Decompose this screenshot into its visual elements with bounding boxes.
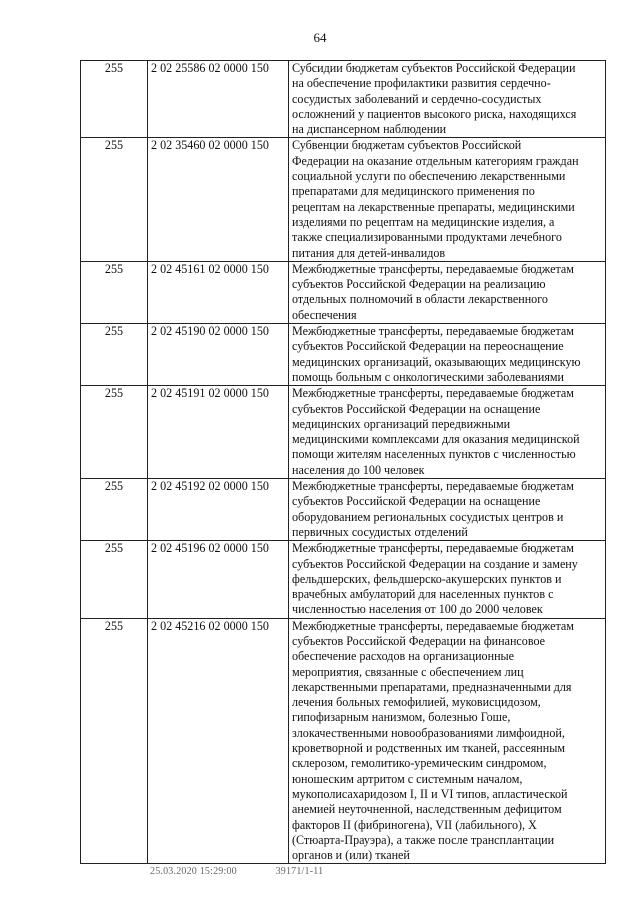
revenue-name-cell [289, 541, 606, 618]
revenue-code-cell: 2 02 45191 02 0000 150 [148, 386, 289, 479]
footer-document-id: 39171/1-11 [275, 866, 324, 877]
admin-code-cell: 255 [81, 479, 148, 541]
name-line: изделиями по рецептам на медицинские изделия, а [292, 214, 555, 229]
page-number: 64 [313, 30, 327, 45]
footer-timestamp: 25.03.2020 15:29:00 [150, 866, 237, 877]
name-line: Субвенции бюджетам субъектов Российской [292, 138, 522, 153]
name-line: мукополисахаридозом I, II и VI типов, апластической [292, 786, 568, 801]
name-line: Межбюджетные трансферты, передаваемые бюджетам [292, 324, 574, 339]
name-line: факторов II (фибриногена), VII (лабильного), X [292, 817, 537, 832]
name-line: помощи жителям населенных пунктов с численностью [292, 447, 576, 462]
name-line: препаратами для медицинского применения по [292, 184, 535, 199]
name-line: на диспансерном наблюдении [292, 122, 447, 137]
table-row [81, 618, 606, 864]
name-line: (Стюарта-Прауэра), а также после трансплантации [292, 832, 555, 847]
name-line: лекарственными препаратами, предназначенными для [292, 679, 572, 694]
revenue-name-cell [289, 61, 606, 138]
name-line: питания для детей-инвалидов [292, 245, 446, 260]
name-line: злокачественными новообразованиями лимфоидной, [292, 725, 565, 740]
revenue-code-cell: 2 02 35460 02 0000 150 [148, 138, 289, 261]
name-line: оборудованием региональных сосудистых центров и [292, 509, 564, 524]
name-line: врачебных амбулаторий для населенных пунктов с [292, 587, 554, 602]
name-line: субъектов Российской Федерации на переоснащение [292, 339, 564, 354]
table-row [81, 386, 606, 479]
name-line: Межбюджетные трансферты, передаваемые бюджетам [292, 618, 574, 633]
name-line: органов и (или) тканей [292, 848, 410, 863]
name-line: медицинских организаций, оказывающих медицинскую [292, 354, 581, 369]
name-line: осложнений у пациентов высокого риска, находящихся [292, 106, 577, 121]
document-footer [150, 866, 359, 877]
admin-code-cell: 255 [81, 541, 148, 618]
revenue-code-cell: 2 02 45196 02 0000 150 [148, 541, 289, 618]
revenue-code-cell: 2 02 25586 02 0000 150 [148, 61, 289, 138]
table-row [81, 324, 606, 386]
name-line: мероприятия, связанные с обеспечением лиц [292, 664, 524, 679]
name-line: населения до 100 человек [292, 462, 425, 477]
name-line: анемией неуточненной, наследственным дефицитом [292, 802, 562, 817]
name-line: кроветворной и родственных им тканей, рассеянным [292, 741, 565, 756]
admin-code-cell: 255 [81, 386, 148, 479]
name-line: численностью населения от 100 до 2000 человек [292, 602, 543, 617]
revenue-name-cell [289, 618, 606, 864]
name-line: фельдшерских, фельдшерско-акушерских пунктов и [292, 571, 562, 586]
name-line: склерозом, гемолитико-уремическим синдромом, [292, 756, 547, 771]
table-row [81, 261, 606, 323]
revenue-name-cell [289, 261, 606, 323]
table-row [81, 541, 606, 618]
table-row [81, 61, 606, 138]
revenue-code-cell: 2 02 45192 02 0000 150 [148, 479, 289, 541]
revenue-code-cell: 2 02 45161 02 0000 150 [148, 261, 289, 323]
name-line: на обеспечение профилактики развития сердечно- [292, 76, 551, 91]
name-line: гипофизарным нанизмом, болезнью Гоше, [292, 710, 511, 725]
name-line: помощь больным с онкологическими заболеваниями [292, 369, 565, 384]
admin-code-cell: 255 [81, 618, 148, 864]
name-line: медицинских организаций передвижными [292, 416, 511, 431]
name-line: субъектов Российской Федерации на оснащение [292, 401, 541, 416]
admin-code-cell: 255 [81, 138, 148, 261]
name-line: субъектов Российской Федерации на создание и замену [292, 556, 578, 571]
revenue-codes-table [80, 60, 606, 864]
admin-code-cell: 255 [81, 61, 148, 138]
admin-code-cell: 255 [81, 261, 148, 323]
revenue-code-cell: 2 02 45190 02 0000 150 [148, 324, 289, 386]
name-line: обеспечение расходов на организационные [292, 649, 515, 664]
name-line: Субсидии бюджетам субъектов Российской Федерации [292, 61, 576, 75]
name-line: первичных сосудистых отделений [292, 524, 468, 539]
name-line: Межбюджетные трансферты, передаваемые бюджетам [292, 386, 574, 401]
revenue-code-cell: 2 02 45216 02 0000 150 [148, 618, 289, 864]
name-line: отдельных полномочий в области лекарственного [292, 292, 548, 307]
revenue-name-cell [289, 138, 606, 261]
revenue-name-cell [289, 324, 606, 386]
revenue-name-cell [289, 479, 606, 541]
table-row [81, 479, 606, 541]
name-line: медицинскими комплексами для оказания медицинской [292, 432, 580, 447]
revenue-name-cell [289, 386, 606, 479]
name-line: юношеским артритом с системным началом, [292, 771, 523, 786]
name-line: социальной услуги по обеспечению лекарственными [292, 169, 566, 184]
name-line: Межбюджетные трансферты, передаваемые бюджетам [292, 261, 574, 276]
name-line: Межбюджетные трансферты, передаваемые бюджетам [292, 541, 574, 556]
table-row [81, 138, 606, 261]
name-line: Федерации на оказание отдельным категориям граждан [292, 153, 579, 168]
name-line: субъектов Российской Федерации на финансовое [292, 633, 546, 648]
name-line: сосудистых заболеваний и сердечно-сосудистых [292, 91, 542, 106]
name-line: Межбюджетные трансферты, передаваемые бюджетам [292, 479, 574, 494]
name-line: рецептам на лекарственные препараты, медицинскими [292, 199, 575, 214]
name-line: субъектов Российской Федерации на реализацию [292, 277, 546, 292]
name-line: лечения больных гемофилией, муковисцидозом, [292, 695, 541, 710]
name-line: также специализированными продуктами лечебного [292, 230, 562, 245]
table-body [81, 61, 606, 864]
admin-code-cell: 255 [81, 324, 148, 386]
name-line: обеспечения [292, 307, 357, 322]
name-line: субъектов Российской Федерации на оснащение [292, 494, 541, 509]
